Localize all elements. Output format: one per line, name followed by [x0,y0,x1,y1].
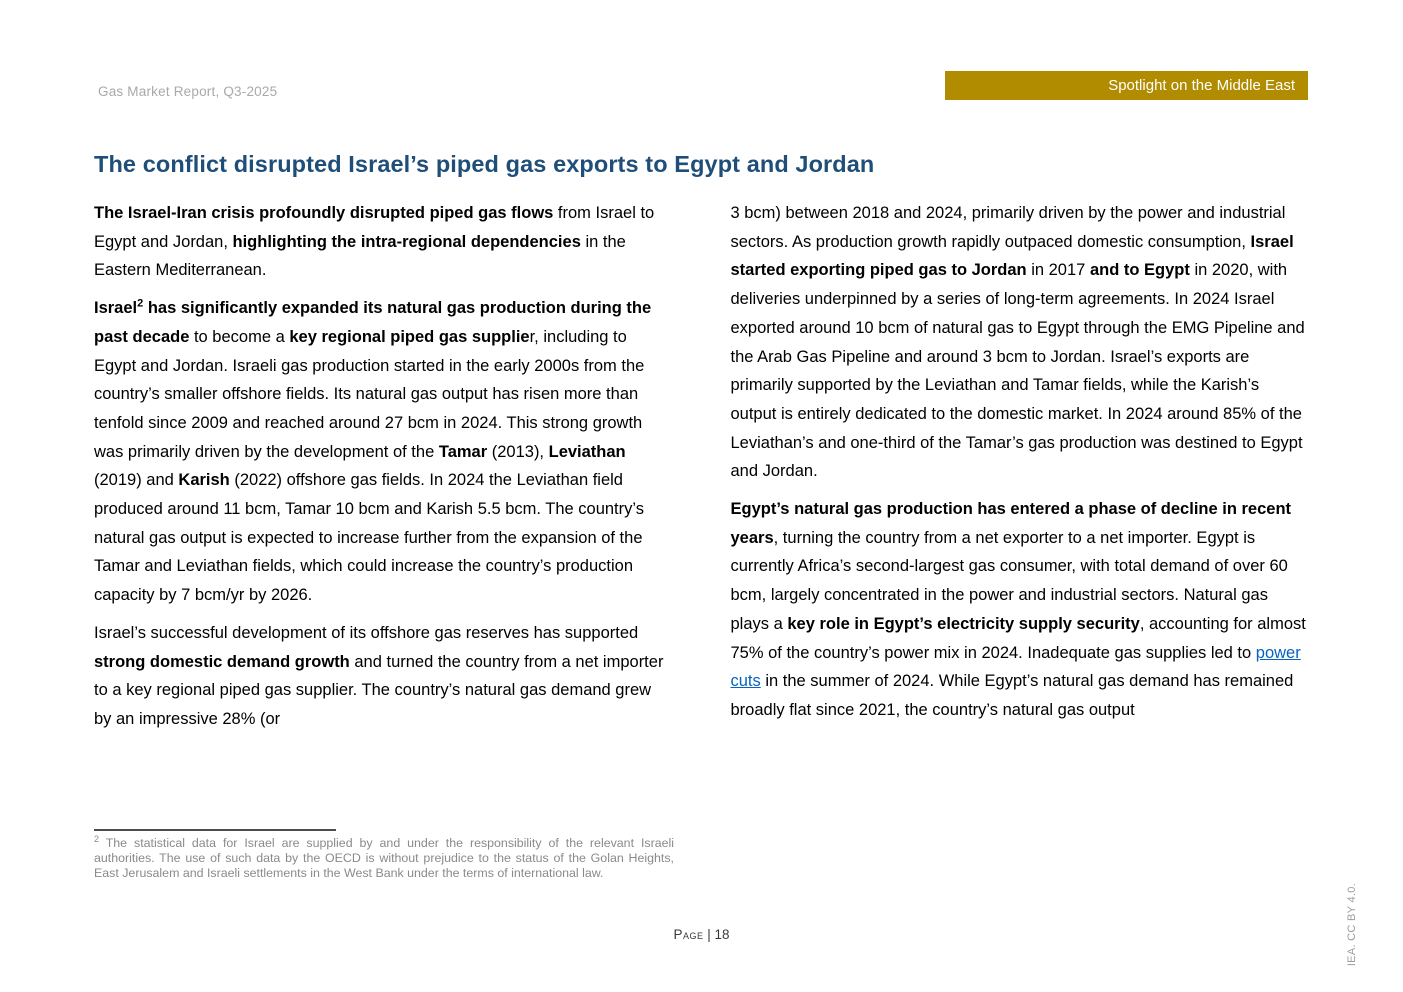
paragraph [731,495,1309,725]
paragraph [94,294,672,610]
body-text: (2019) and [94,471,179,490]
footnote [94,829,674,881]
body-text: in the Eastern Mediterranean. [94,232,626,280]
spotlight-banner-label: Spotlight on the Middle East [1108,77,1295,94]
body-text: (2022) offshore gas fields. In 2024 the Leviathan field produced around 11 bcm, Tamar 10 bcm and Karish 5.5 bcm. The country’s natural gas output is expected to increase further from the expansion of the Tamar and Leviathan fields, which could increase the country’s production capacity by 7 bcm/yr by 2026. [94,471,644,605]
body-columns [94,199,1308,743]
body-text: , accounting for almost 75% of the country’s power mix in 2024. Inadequate gas supplies led to [730,614,1306,662]
left-column [94,199,672,743]
power-cuts-link[interactable]: power cuts [730,643,1301,691]
page-separator: | [703,927,715,942]
body-text: r, including to Egypt and Jordan. Israeli gas production started in the early 2000s from the country’s smaller offshore fields. Its natural gas output has risen more than tenfold since 2009 and reached around 27 bcm in 2024. This strong growth was primarily driven by the development of the [94,327,645,461]
paragraph [94,619,672,734]
footnote-marker: 2 [94,833,100,844]
body-text: , turning the country from a net exporter to a net importer. Egypt is currently Africa’s second-largest gas consumer, with total demand of over 60 bcm, largely concentrated in the power and industrial sectors. Natural gas plays a [730,528,1288,633]
page-number: 18 [714,927,730,942]
spotlight-banner [945,71,1308,100]
footnote-body: The statistical data for Israel are supplied by and under the responsibility of the relevant Israeli authorities. The use of such data by the OECD is without prejudice to the status of the Golan Heights, East Jerusalem and Israeli settlements in the West Bank under the terms of international law. [94,836,674,880]
bold-text: Israel started exporting piped gas to Jordan [730,232,1294,280]
body-text: Israel’s successful development of its offshore gas reserves has supported [94,623,639,642]
right-column [731,199,1309,743]
body-text: in 2017 [1026,261,1090,280]
bold-text: strong domestic demand growth [94,652,350,671]
report-title: Gas Market Report, Q3-2025 [98,84,278,99]
license-credit: IEA. CC BY 4.0. [1346,882,1358,966]
paragraph [94,199,672,285]
page-label: Page [673,927,704,942]
bold-text: Karish [178,471,230,490]
body-text: (2013), [487,442,549,461]
bold-text: Israel [94,299,138,318]
bold-text: 2 [137,297,144,310]
bold-text: highlighting the intra-regional dependencies [232,232,581,251]
body-text: and turned the country from a net importer to a key regional piped gas supplier. The country’s natural gas demand grew by an impressive 28% (or [94,652,664,728]
body-text: 3 bcm) between 2018 and 2024, primarily driven by the power and industrial sectors. As production growth rapidly outpaced domestic consumption, [730,204,1286,251]
bold-text: has significantly expanded its natural gas production during the past decade [94,299,652,346]
body-text: from Israel to Egypt and Jordan, [94,204,655,251]
bold-text: The Israel-Iran crisis profoundly disrupted piped gas flows [94,204,554,222]
bold-text: key regional piped gas supplie [289,327,530,346]
body-text: to become a [189,327,290,346]
bold-text: key role in Egypt’s electricity supply security [787,614,1140,633]
paragraph [731,199,1309,486]
footnote-divider [94,829,336,831]
body-text: in the summer of 2024. While Egypt’s natural gas demand has remained broadly flat since 2021, the country’s natural gas output [730,672,1294,719]
body-text: in 2020, with deliveries underpinned by a series of long-term agreements. In 2024 Israel exported around 10 bcm of natural gas to Egypt through the EMG Pipeline and the Arab Gas Pipeline and around 3 bcm to Jordan. Israel’s exports are primarily supported by the Leviathan and Tamar fields, while the Karish’s output is entirely dedicated to the domestic market. In 2024 around 85% of the Leviathan’s and one-third of the Tamar’s gas production was destined to Egypt and Jordan. [730,261,1305,481]
page-title: The conflict disrupted Israel’s piped gas exports to Egypt and Jordan [94,151,875,177]
footnote-text [94,833,674,881]
bold-text: Tamar [438,442,488,461]
bold-text: Leviathan [548,442,626,461]
bold-text: Egypt’s natural gas production has entered a phase of decline in recent years [730,500,1292,547]
page-footer [0,927,1403,942]
bold-text: and to Egypt [1089,261,1190,280]
